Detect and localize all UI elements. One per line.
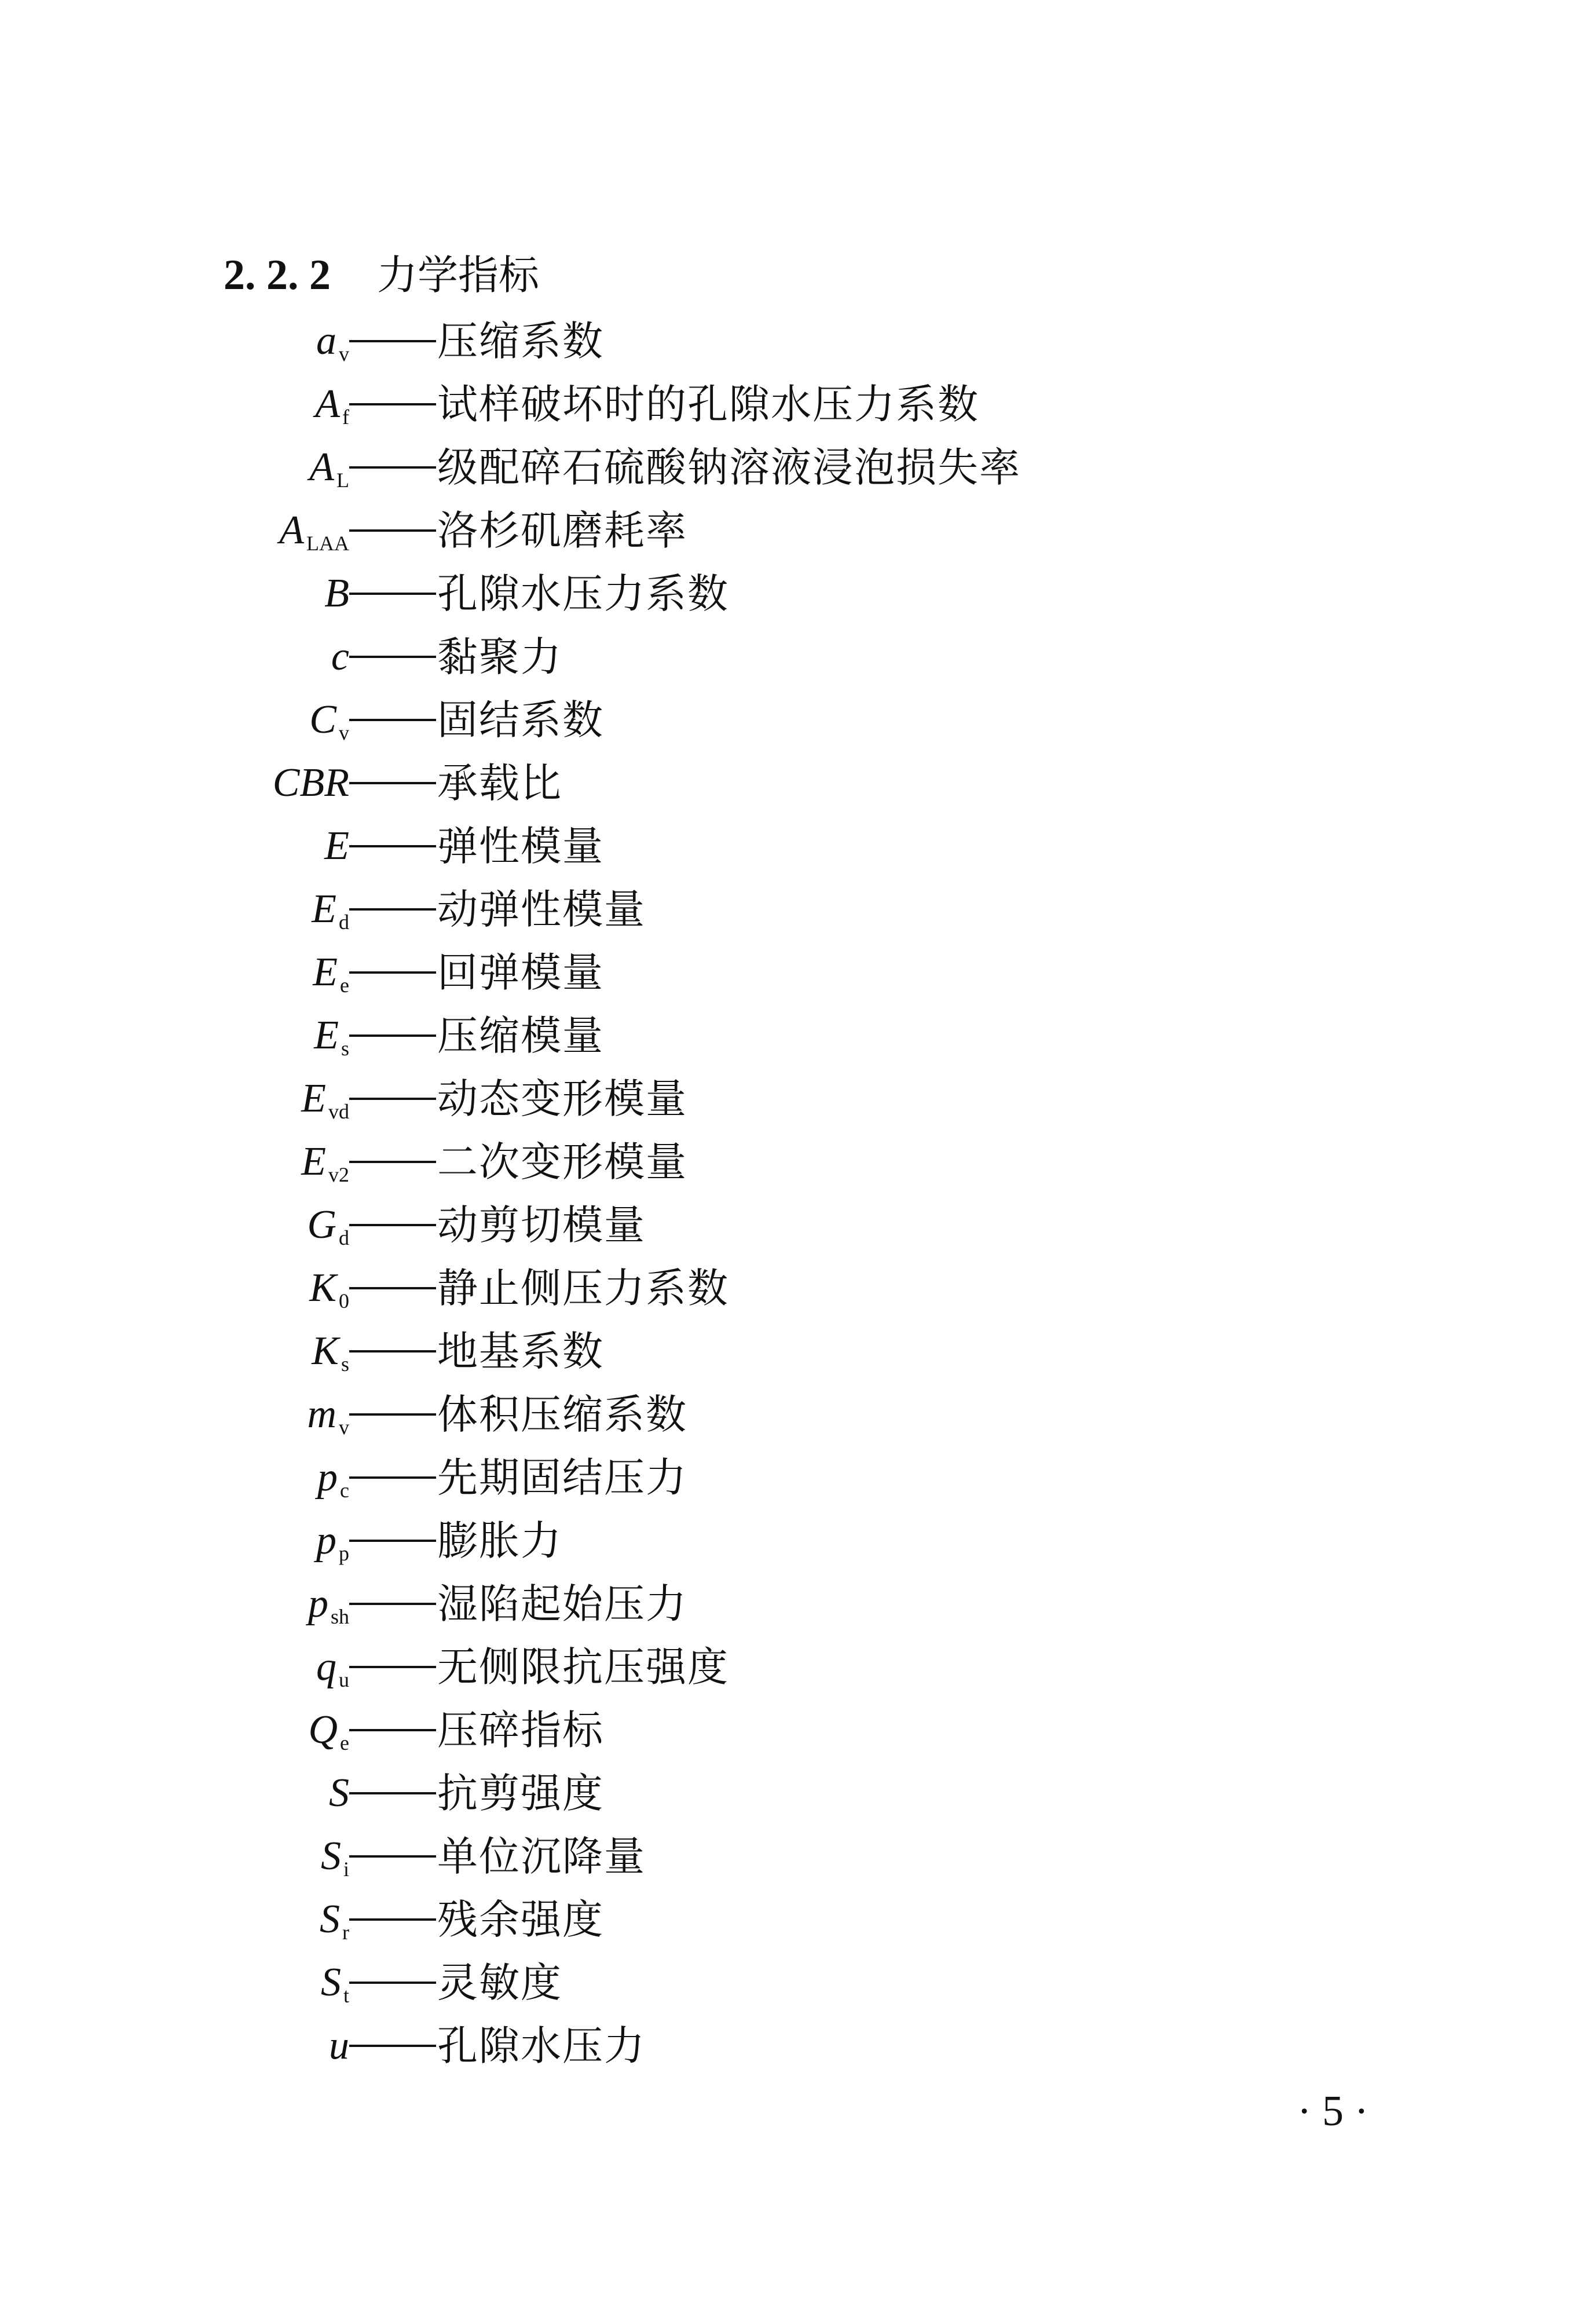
symbol-letter: Q — [308, 1707, 338, 1752]
symbol-entry — [0, 2014, 1596, 2077]
symbol — [309, 436, 349, 499]
symbol-entry — [0, 1572, 1596, 1635]
symbol — [324, 562, 349, 625]
symbol-letter: G — [307, 1202, 336, 1247]
em-dash — [349, 719, 436, 721]
symbol-entry — [0, 1319, 1596, 1383]
symbol-letter: E — [312, 886, 336, 931]
symbol-description: 单位沉降量 — [437, 1832, 646, 1880]
em-dash — [349, 593, 436, 595]
symbol-entry — [0, 814, 1596, 878]
section-title: 力学指标 — [377, 251, 539, 299]
symbol-entry — [0, 941, 1596, 1004]
symbol-letter: p — [308, 1581, 328, 1626]
symbol-subscript: L — [336, 468, 349, 492]
symbol-subscript: s — [341, 1352, 349, 1376]
symbol-description: 级配碎石硫酸钠溶液浸泡损失率 — [437, 443, 1021, 491]
symbol-subscript: t — [343, 1983, 349, 2007]
symbol-letter: E — [313, 949, 338, 995]
em-dash — [349, 1413, 436, 1416]
symbol — [316, 1635, 349, 1698]
em-dash — [349, 1350, 436, 1352]
em-dash — [349, 845, 436, 847]
symbol-description: 静止侧压力系数 — [437, 1264, 729, 1312]
symbol — [320, 1888, 349, 1951]
symbol-entry — [0, 1383, 1596, 1446]
symbol — [317, 1446, 349, 1509]
symbol-description: 洛杉矶磨耗率 — [437, 506, 687, 554]
em-dash — [349, 1729, 436, 1731]
symbol-entry — [0, 1888, 1596, 1951]
symbol — [279, 499, 349, 562]
symbol-description: 承载比 — [437, 759, 562, 807]
em-dash — [349, 1540, 436, 1542]
em-dash — [349, 340, 436, 342]
symbol-entry — [0, 1635, 1596, 1698]
symbol-subscript: f — [342, 405, 349, 429]
symbol — [321, 1825, 349, 1888]
em-dash — [349, 908, 436, 911]
symbol-entry — [0, 1509, 1596, 1572]
symbol-description: 孔隙水压力系数 — [437, 569, 729, 617]
symbol-letter: S — [329, 1770, 349, 1815]
symbol-subscript: v — [339, 1415, 349, 1439]
symbol-description: 二次变形模量 — [437, 1138, 687, 1186]
symbol-letter: p — [316, 1518, 336, 1563]
symbol-entry — [0, 1256, 1596, 1319]
symbol-description: 压缩系数 — [437, 317, 604, 365]
symbol-entry — [0, 1067, 1596, 1130]
symbol — [301, 1130, 349, 1193]
symbol-description: 黏聚力 — [437, 633, 562, 681]
symbol-entry — [0, 625, 1596, 688]
symbol-letter: a — [316, 318, 336, 363]
symbol-subscript: r — [342, 1920, 349, 1944]
symbol-letter: A — [309, 444, 334, 489]
symbol-letter: E — [301, 1139, 326, 1184]
em-dash — [349, 1476, 436, 1479]
symbol-letter: E — [301, 1076, 326, 1121]
symbol-letter: q — [316, 1644, 336, 1689]
symbol — [331, 625, 349, 688]
symbol — [314, 1004, 349, 1067]
symbol — [321, 1951, 349, 2014]
em-dash — [349, 1161, 436, 1163]
symbol-description: 抗剪强度 — [437, 1769, 604, 1817]
em-dash — [349, 971, 436, 974]
symbol-subscript: i — [343, 1857, 349, 1881]
symbol-subscript: LAA — [306, 531, 349, 555]
symbol-subscript: e — [340, 1731, 349, 1754]
symbol-entry — [0, 436, 1596, 499]
symbol-description: 压缩模量 — [437, 1011, 604, 1059]
em-dash — [349, 782, 436, 784]
symbol — [312, 1319, 349, 1383]
em-dash — [349, 1098, 436, 1100]
symbol-entry — [0, 878, 1596, 941]
symbol-description: 无侧限抗压强度 — [437, 1643, 729, 1691]
symbol — [301, 1067, 349, 1130]
symbol — [308, 1572, 349, 1635]
symbol-subscript: 0 — [339, 1289, 349, 1313]
em-dash — [349, 656, 436, 658]
symbol-entry — [0, 751, 1596, 814]
symbol — [312, 878, 349, 941]
symbol — [324, 814, 349, 878]
symbol-subscript: sh — [330, 1604, 349, 1628]
symbol — [309, 688, 349, 751]
symbol-letter: K — [309, 1265, 336, 1310]
symbol-letter: p — [317, 1454, 338, 1500]
symbol-entry — [0, 688, 1596, 751]
symbol-description: 湿陷起始压力 — [437, 1580, 687, 1628]
em-dash — [349, 1603, 436, 1605]
symbol — [315, 372, 349, 436]
symbol-description: 动剪切模量 — [437, 1201, 646, 1249]
symbol-description: 试样破坏时的孔隙水压力系数 — [437, 380, 979, 428]
symbol-entry — [0, 1446, 1596, 1509]
symbol — [329, 2014, 349, 2077]
symbol-letter: E — [324, 823, 349, 868]
symbol-letter: A — [279, 507, 304, 553]
symbol-letter: S — [320, 1896, 340, 1942]
symbol-letter: A — [315, 381, 340, 426]
symbol — [307, 1383, 349, 1446]
symbol-description: 灵敏度 — [437, 1958, 562, 2006]
em-dash — [349, 1666, 436, 1668]
symbol-entry — [0, 1130, 1596, 1193]
symbol-entry — [0, 372, 1596, 436]
symbol-letter: CBR — [272, 760, 349, 805]
symbol — [307, 1193, 349, 1256]
symbol-description: 先期固结压力 — [437, 1453, 687, 1501]
symbol-description: 膨胀力 — [437, 1516, 562, 1564]
em-dash — [349, 403, 436, 405]
symbol — [316, 1509, 349, 1572]
symbol-description: 固结系数 — [437, 696, 604, 744]
symbol-subscript: c — [340, 1478, 349, 1502]
symbol-description: 动弹性模量 — [437, 885, 646, 933]
symbol-description: 残余强度 — [437, 1895, 604, 1943]
symbol — [308, 1698, 349, 1761]
symbol-entry — [0, 562, 1596, 625]
em-dash — [349, 1855, 436, 1858]
em-dash — [349, 529, 436, 532]
page-number: · 5 · — [1297, 2088, 1369, 2135]
symbol-subscript: p — [339, 1541, 349, 1565]
symbol-description: 压碎指标 — [437, 1706, 604, 1754]
symbol-description: 孔隙水压力 — [437, 2021, 646, 2070]
symbol — [313, 941, 349, 1004]
symbol-subscript: d — [339, 910, 349, 934]
symbol-description: 体积压缩系数 — [437, 1390, 687, 1438]
symbol-subscript: d — [339, 1226, 349, 1249]
em-dash — [349, 1792, 436, 1794]
symbol-subscript: v — [339, 342, 349, 365]
em-dash — [349, 2045, 436, 2047]
em-dash — [349, 1287, 436, 1289]
symbol-list — [0, 309, 1596, 2077]
symbol — [309, 1256, 349, 1319]
symbol-letter: B — [324, 571, 349, 616]
em-dash — [349, 466, 436, 469]
em-dash — [349, 1918, 436, 1921]
symbol-description: 回弹模量 — [437, 948, 604, 996]
symbol-entry — [0, 1825, 1596, 1888]
em-dash — [349, 1034, 436, 1037]
symbol-letter: S — [320, 1833, 341, 1878]
symbol-subscript: v — [339, 721, 349, 744]
symbol-subscript: u — [339, 1668, 349, 1691]
symbol-letter: C — [309, 697, 336, 742]
symbol-subscript: v2 — [328, 1163, 349, 1186]
symbol-entry — [0, 1761, 1596, 1825]
symbol-letter: m — [307, 1391, 336, 1436]
symbol-entry — [0, 1951, 1596, 2014]
section-number: 2. 2. 2 — [224, 251, 331, 299]
em-dash — [349, 1224, 436, 1226]
symbol-letter: K — [312, 1328, 339, 1373]
symbol-letter: c — [331, 634, 349, 679]
symbol — [329, 1761, 349, 1825]
symbol — [316, 309, 349, 372]
symbol-entry — [0, 1698, 1596, 1761]
symbol-subscript: vd — [328, 1099, 349, 1123]
symbol-entry — [0, 1193, 1596, 1256]
symbol-letter: S — [320, 1960, 341, 2005]
symbol-description: 地基系数 — [437, 1327, 604, 1375]
symbol-entry — [0, 1004, 1596, 1067]
section-heading — [224, 246, 539, 304]
symbol-subscript: s — [341, 1036, 349, 1060]
symbol-letter: u — [329, 2023, 349, 2068]
em-dash — [349, 1982, 436, 1984]
symbol-letter: E — [314, 1012, 339, 1058]
symbol-subscript: e — [340, 973, 349, 997]
symbol-entry — [0, 499, 1596, 562]
symbol-entry — [0, 309, 1596, 372]
symbol-description: 动态变形模量 — [437, 1074, 687, 1123]
symbol — [273, 751, 349, 814]
symbol-description: 弹性模量 — [437, 822, 604, 870]
